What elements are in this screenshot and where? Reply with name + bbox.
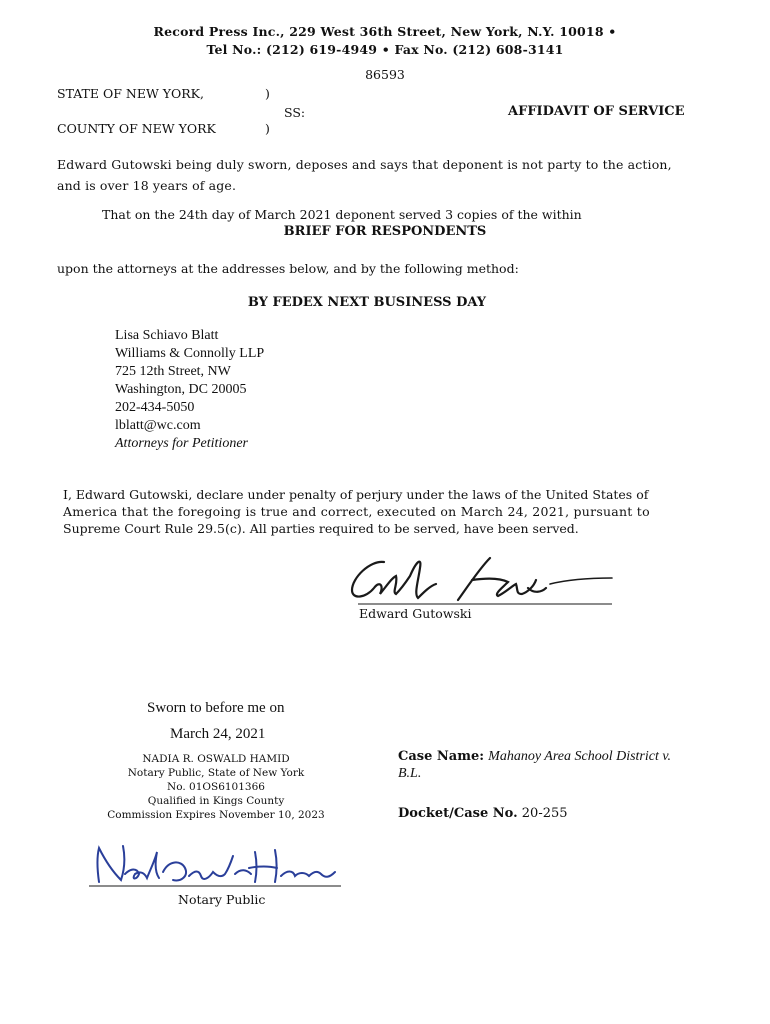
recipient-phone: 202-434-5050 <box>115 400 195 415</box>
venue-county: COUNTY OF NEW YORK <box>57 121 216 136</box>
declaration-line-1: I, Edward Gutowski, declare under penalty of perjury under the laws of the United States of <box>63 487 649 502</box>
document-served: BRIEF FOR RESPONDENTS <box>283 224 487 239</box>
case-name-label: Case Name: <box>398 749 485 764</box>
deponent-statement-line-1: Edward Gutowski being duly sworn, deposes and says that deponent is not party to the action, <box>57 157 672 172</box>
service-method: BY FEDEX NEXT BUSINESS DAY <box>247 295 487 310</box>
deponent-statement-line-2: and is over 18 years of age. <box>57 178 237 193</box>
letterhead-line-2: Tel No.: (212) 619-4949 • Fax No. (212) 608-3141 <box>206 42 564 57</box>
venue-paren-2: ) <box>265 121 270 136</box>
recipient-address-block <box>115 327 264 453</box>
recipient-firm: Williams & Connolly LLP <box>115 346 265 361</box>
declaration-line-2: America that the foregoing is true and correct, executed on March 24, 2021, pursuant to <box>63 504 650 519</box>
letterhead-line-1: Record Press Inc., 229 West 36th Street, New York, N.Y. 10018 • <box>153 24 617 39</box>
deponent-name: Edward Gutowski <box>359 606 472 621</box>
recipient-name: Lisa Schiavo Blatt <box>115 328 219 343</box>
case-name-block <box>398 748 718 782</box>
venue-ss: SS: <box>284 105 306 120</box>
notary-expiration: Commission Expires November 10, 2023 <box>107 809 325 821</box>
sworn-statement: Sworn to before me on <box>147 700 285 716</box>
case-name-value-cont: B.L. <box>398 766 422 781</box>
recipient-role: Attorneys for Petitioner <box>115 436 248 451</box>
docket-value: 20-255 <box>521 806 568 821</box>
declaration-line-3: Supreme Court Rule 29.5(c). All parties required to be served, have been served. <box>63 521 579 536</box>
recipient-street: 725 12th Street, NW <box>115 364 231 379</box>
recipient-city: Washington, DC 20005 <box>115 382 247 397</box>
notary-signature <box>85 838 345 894</box>
recipient-email: lblatt@wc.com <box>115 418 201 433</box>
upon-statement: upon the attorneys at the addresses below, and by the following method: <box>57 261 519 276</box>
notary-stamp <box>102 752 330 822</box>
notary-number: No. 01OS6101366 <box>167 781 265 793</box>
job-number: 86593 <box>365 67 405 82</box>
venue-paren-1: ) <box>265 86 270 101</box>
document-title: AFFIDAVIT OF SERVICE <box>508 104 685 119</box>
venue-state: STATE OF NEW YORK, <box>57 86 204 101</box>
docket-label: Docket/Case No. <box>398 806 518 821</box>
notary-qualified: Qualified in Kings County <box>147 795 285 807</box>
case-name-value: Mahanoy Area School District v. <box>488 749 672 764</box>
service-statement: That on the 24th day of March 2021 deponent served 3 copies of the within <box>102 207 582 222</box>
notary-title: Notary Public, State of New York <box>127 767 305 779</box>
sworn-date: March 24, 2021 <box>170 726 266 742</box>
notary-name: NADIA R. OSWALD HAMID <box>142 753 290 765</box>
notary-public-caption: Notary Public <box>178 892 266 907</box>
docket-block <box>398 806 568 821</box>
